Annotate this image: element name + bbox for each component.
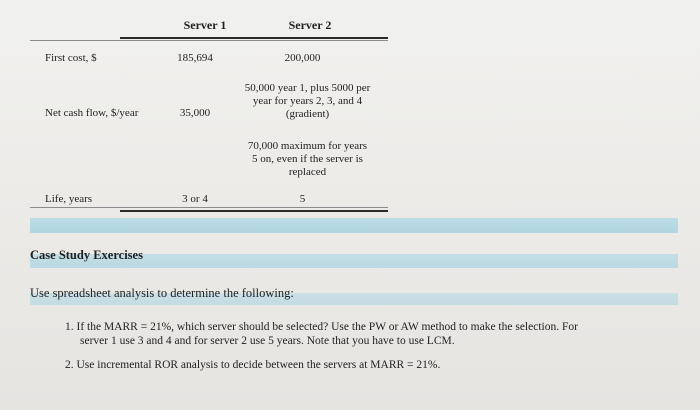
server-2-cash-flow-note [220,140,395,179]
server-2-net-cash-flow [220,82,395,121]
case-study-intro: Use spreadsheet analysis to determine the following: [30,286,294,300]
server-2-cash-flow-line-1: 50,000 year 1, plus 5000 per [244,82,371,94]
exercise-item-1 [65,320,685,334]
server-2-note-line-1: 70,000 maximum for years [247,140,368,152]
server-2-cash-flow-line-3: (gradient) [285,108,330,120]
case-study-title: Case Study Exercises [30,248,143,262]
header-underline [30,40,388,41]
server-1-net-cash-flow: 35,000 [179,107,211,119]
row-label-life-years: Life, years [45,193,93,205]
column-header-server-2: Server 2 [288,18,332,32]
exercise-2-line-1: Use incremental ROR analysis to decide between the servers at MARR = 21%. [76,359,441,371]
exercise-1-number: 1. [65,321,74,333]
exercise-2-number: 2. [65,359,74,371]
server-2-life-years: 5 [299,193,306,205]
highlight-band-1 [30,218,678,233]
header-rule [120,37,388,39]
table-bottom-underline [30,207,388,208]
exercise-1-line-1: If the MARR = 21%, which server should be selected? Use the PW or AW method to make the selection. For [76,321,578,333]
server-1-life-years: 3 or 4 [182,193,208,205]
table-bottom-rule [120,210,388,212]
server-2-cash-flow-line-2: year for years 2, 3, and 4 [252,95,363,107]
server-2-note-line-2: 5 on, even if the server is [252,153,363,165]
server-2-first-cost: 200,000 [284,52,321,64]
server-1-first-cost: 185,694 [177,52,213,64]
exercise-item-2 [65,358,685,372]
server-2-note-line-3: replaced [288,166,327,178]
column-header-server-1: Server 1 [183,18,227,32]
exercise-1-line-2: server 1 use 3 and 4 and for server 2 use 5 years. Note that you have to use LCM. [80,335,455,347]
row-label-net-cash-flow: Net cash flow, $/year [45,107,139,119]
row-label-first-cost: First cost, $ [45,52,97,64]
